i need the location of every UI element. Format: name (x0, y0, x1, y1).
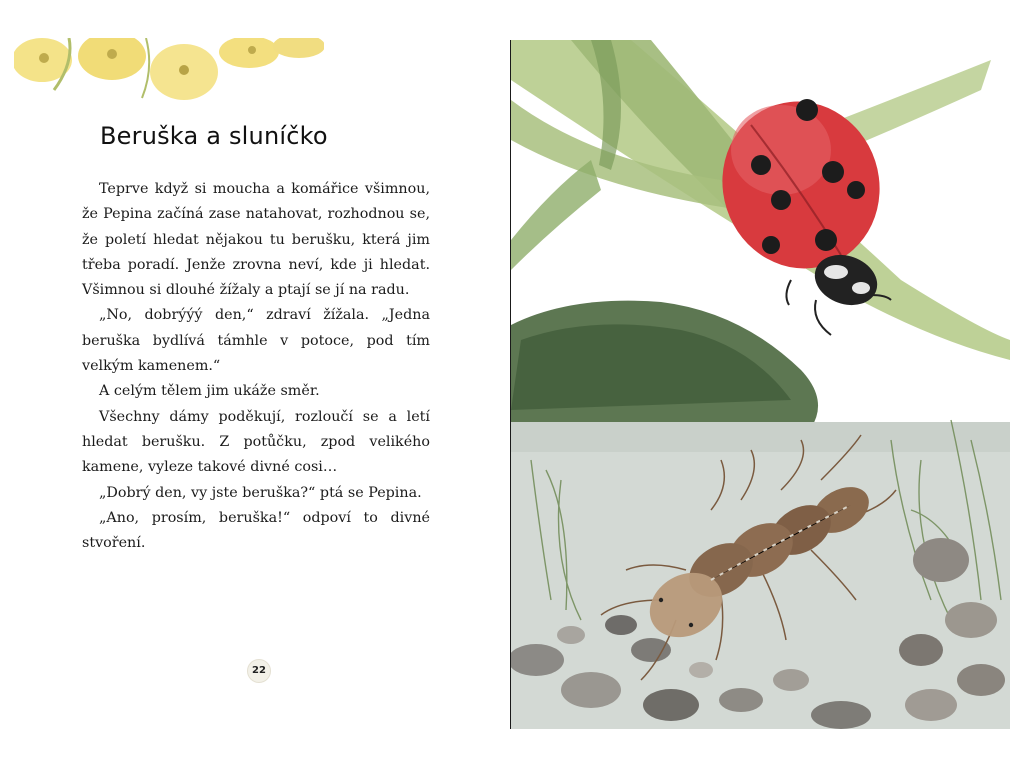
page-title: Beruška a sluníčko (100, 122, 328, 150)
paragraph: „Dobrý den, vy jste beruška?“ ptá se Pepina. (99, 484, 422, 501)
paragraph: Teprve když si moucha a komářice všimnou, že Pepina začíná zase natahovat, rozhodnou se, že poletí hledat nějakou tu berušku, která jim třeba poradí. Jenže zrovna neví, kde ji hledat. Všimnou si dlouhé žížaly a ptají se jí na radu. (82, 181, 430, 299)
left-page (0, 0, 511, 768)
paragraph: „No, dobrýýý den,“ zdraví žížala. „Jedna beruška bydlívá támhle v potoce, pod tím velkým kamenem.“ (82, 307, 430, 375)
illustration (511, 40, 1010, 729)
story-text (82, 177, 430, 556)
paragraph: A celým tělem jim ukáže směr. (99, 383, 320, 400)
paragraph: Všechny dámy poděkují, rozloučí se a letí hledat berušku. Z potůčku, zpod velikého kamene, vyleze takové divné cosi… (82, 408, 430, 476)
paragraph: „Ano, prosím, beruška!“ odpoví to divné stvoření. (82, 509, 430, 552)
yellow-flowers-decoration (14, 38, 324, 106)
page-number: 22 (247, 659, 271, 683)
